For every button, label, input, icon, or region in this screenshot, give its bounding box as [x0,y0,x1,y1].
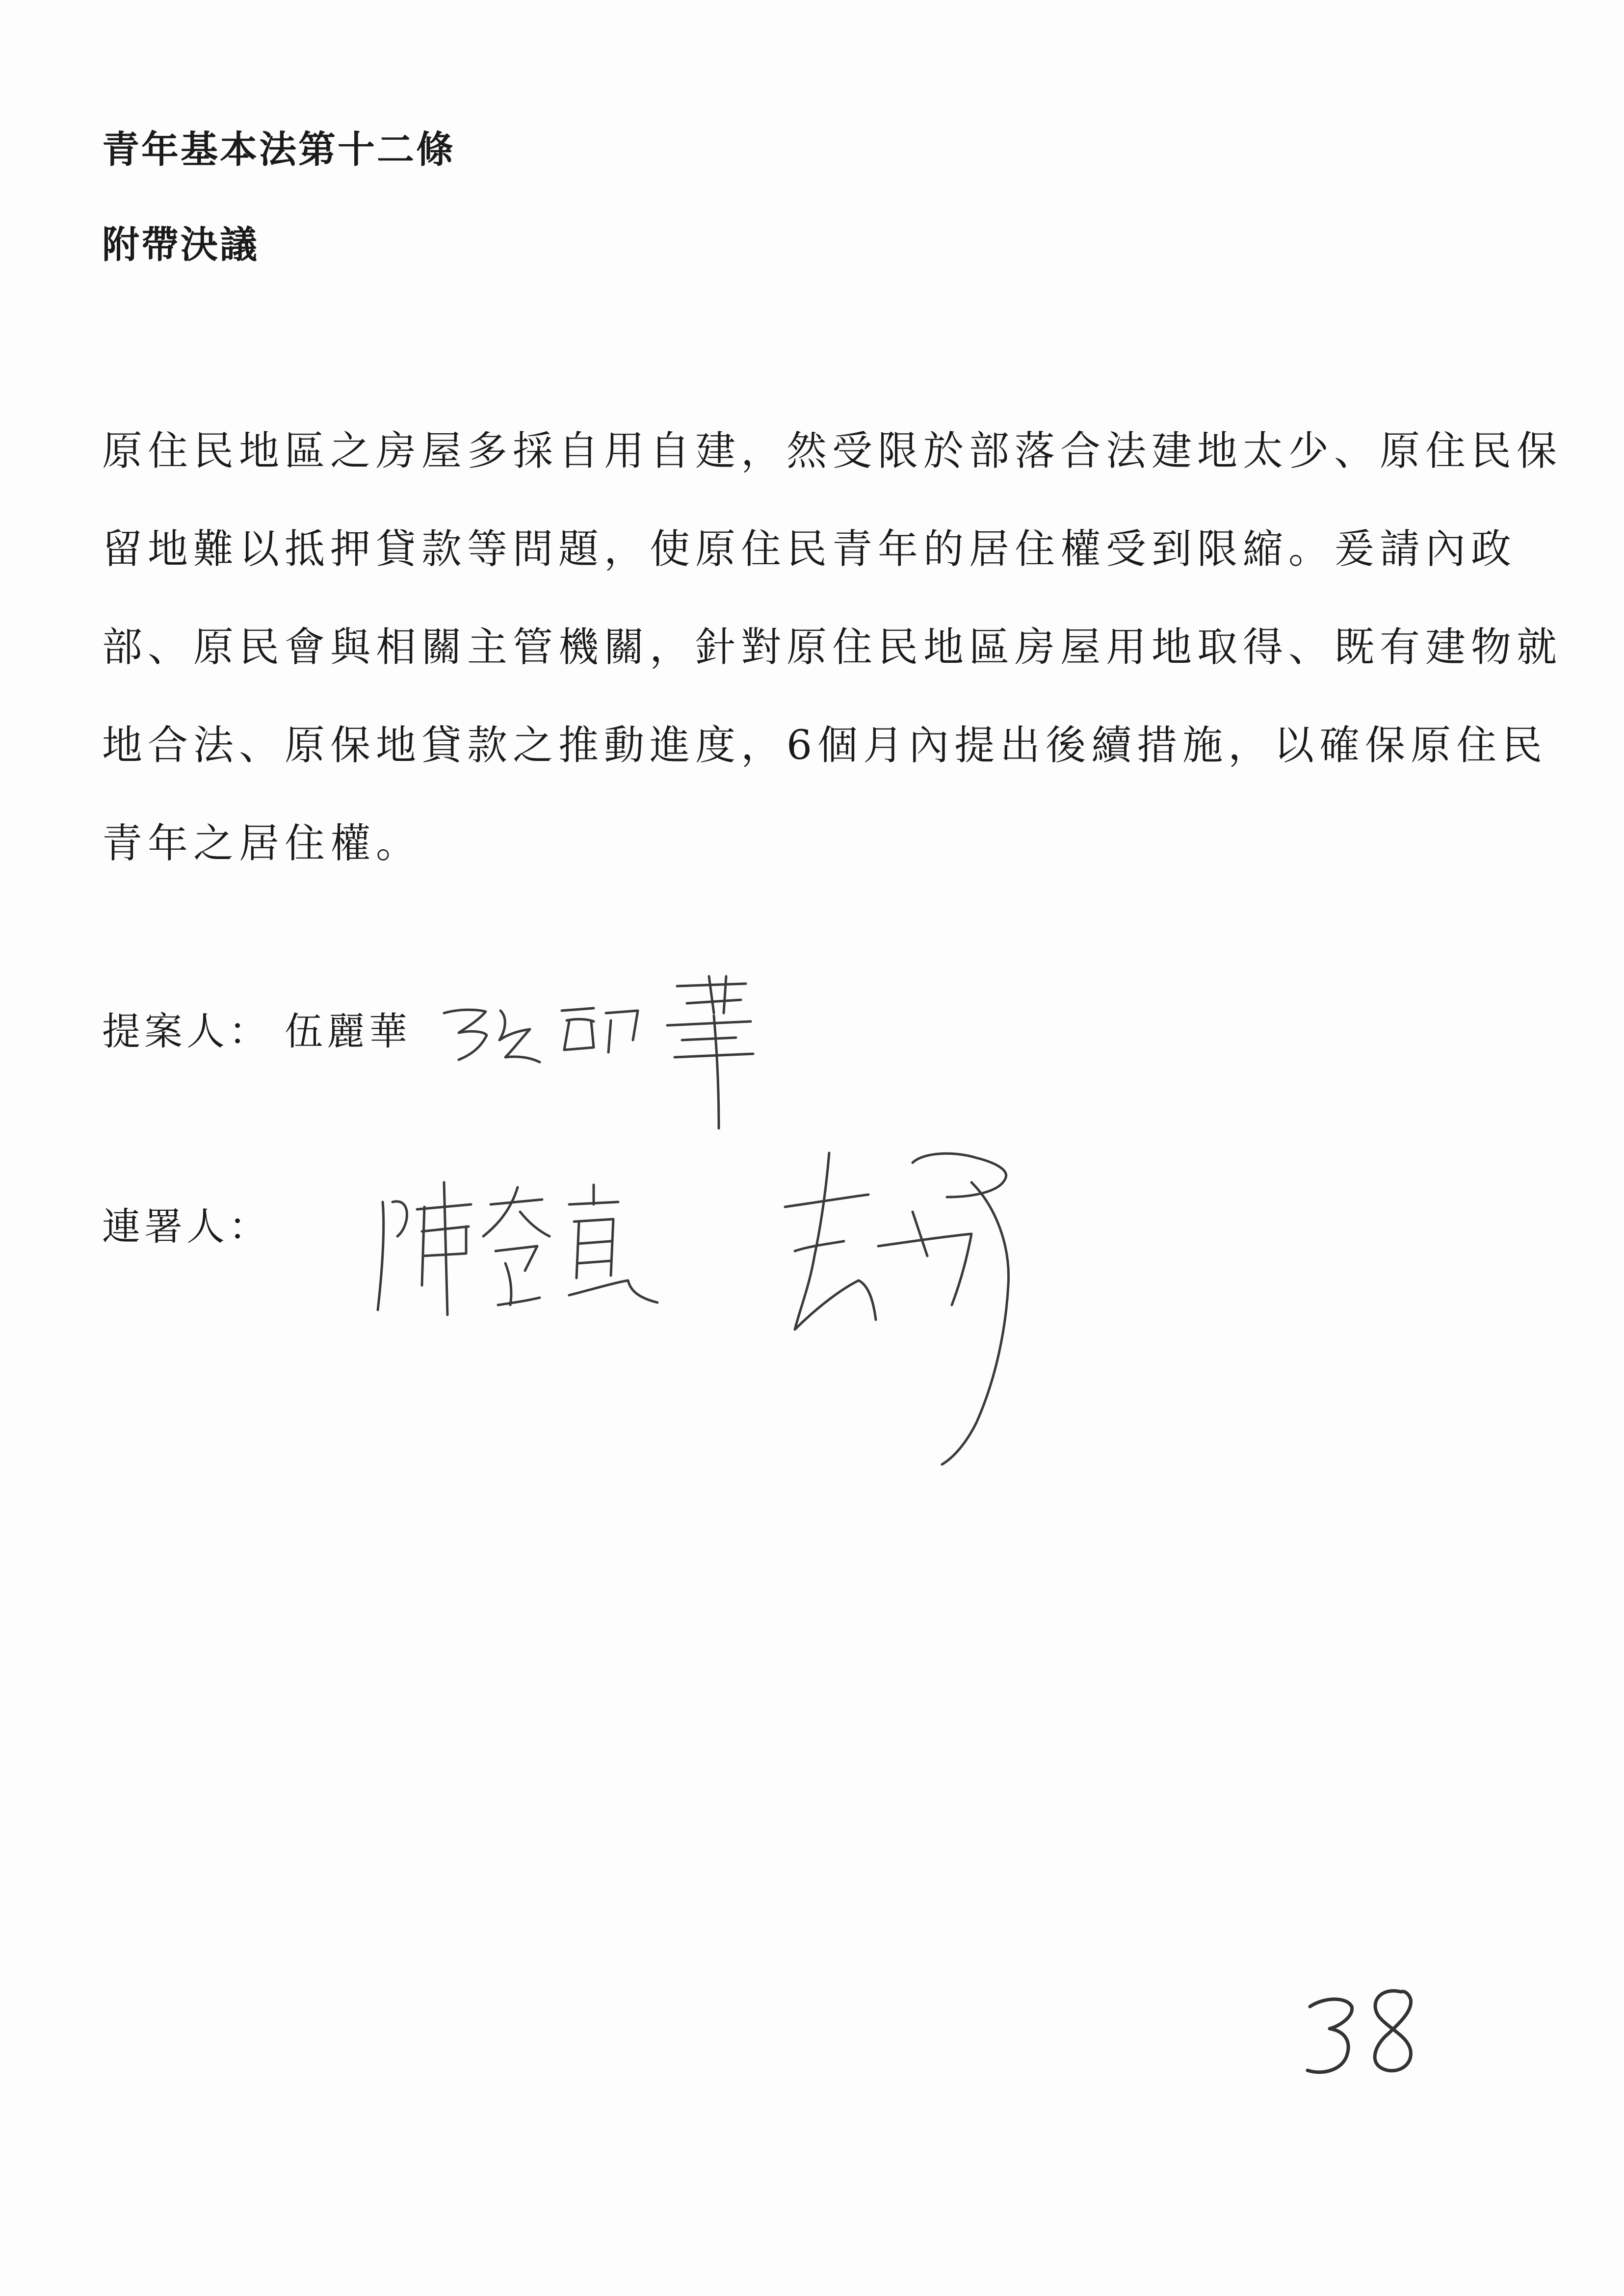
body-line: 青年之居住權。 [102,820,422,867]
signature-drawing [432,966,765,1133]
document-subtitle: 附帶決議 [102,223,259,266]
document-title: 青年基本法第十二條 [102,128,455,171]
cosigner-signature-2 [765,1123,1040,1467]
signature-drawing [363,1158,677,1320]
proposer-label: 提案人： [102,1010,271,1054]
page-number-drawing [1295,1977,1442,2085]
resolution-body [102,402,1563,893]
cosigner-label: 連署人： [102,1205,271,1249]
body-line: 地合法、原保地貸款之推動進度，6個月內提出後續措施，以確保原住民 [102,722,1548,769]
handwritten-page-number [1295,1977,1442,2085]
signature-drawing [765,1123,1040,1467]
body-line: 留地難以抵押貸款等問題，使原住民青年的居住權受到限縮。爰請內政 [102,526,1517,573]
proposer-name: 伍麗華 [285,1010,412,1054]
body-line: 部、原民會與相關主管機關，針對原住民地區房屋用地取得、既有建物就 [102,624,1563,671]
body-line: 原住民地區之房屋多採自用自建，然受限於部落合法建地太少、原住民保 [102,428,1563,474]
cosigner-signature-1 [363,1158,677,1320]
proposer-signature [432,966,765,1133]
